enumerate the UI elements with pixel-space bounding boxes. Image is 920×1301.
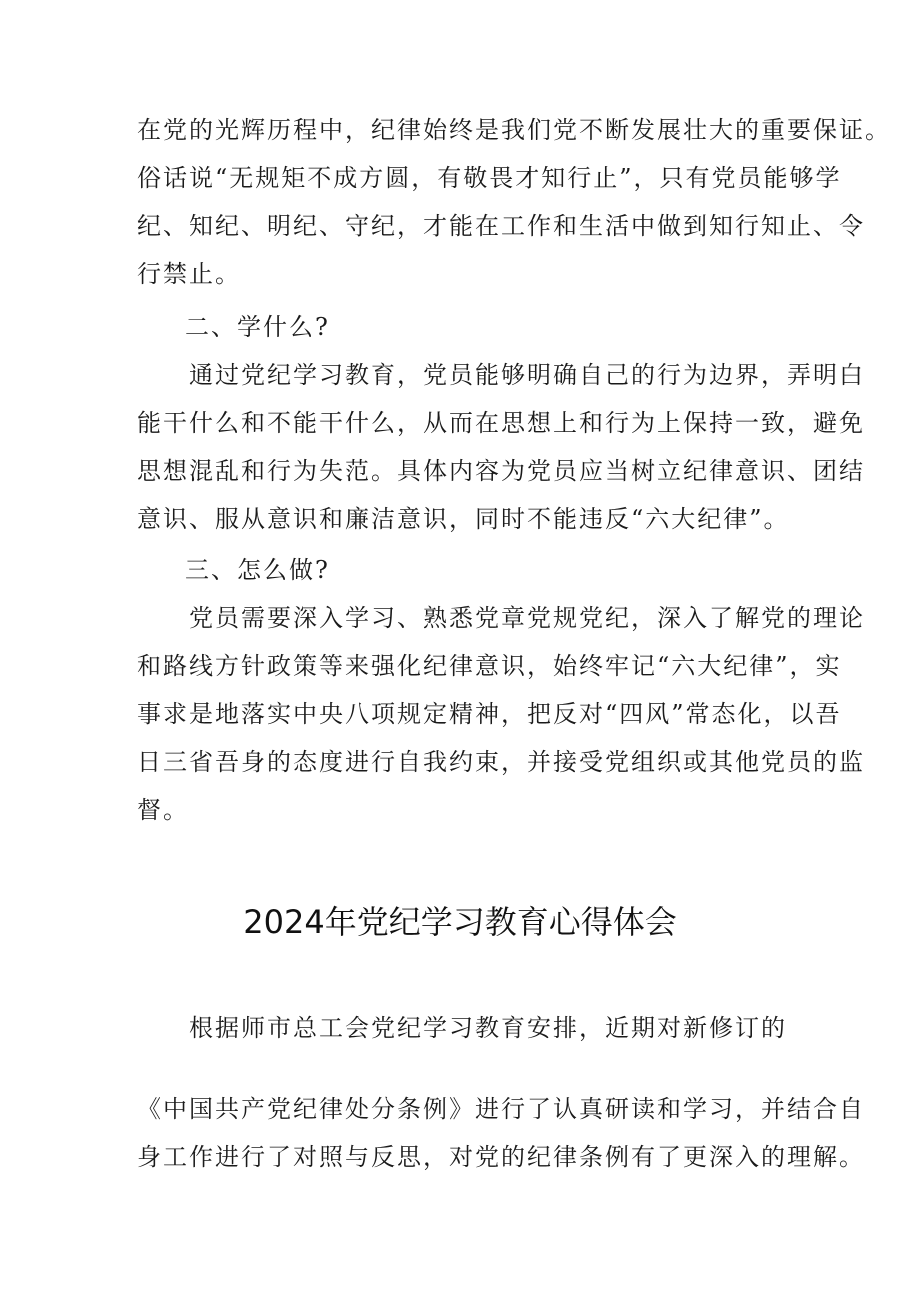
paragraph-line: 能干什么和不能干什么，从而在思想上和行为上保持一致，避免 (137, 409, 865, 437)
paragraph-line: 督。 (137, 796, 189, 824)
paragraph-line: 纪、知纪、明纪、守纪，才能在工作和生活中做到知行知止、令 (137, 212, 865, 240)
paragraph-line: 事求是地落实中央八项规定精神，把反对“四风”常态化，以吾 (137, 700, 842, 728)
paragraph-intro-continued (137, 1085, 865, 1181)
paragraph-line: 通过党纪学习教育，党员能够明确自己的行为边界，弄明白 (137, 361, 865, 389)
paragraph-line: 《中国共产党纪律处分条例》进行了认真研读和学习，并结合自 (137, 1095, 865, 1123)
document-title: 2024年党纪学习教育心得体会 (243, 903, 677, 941)
paragraph-line: 行禁止。 (137, 260, 241, 288)
paragraph-line: 思想混乱和行为失范。具体内容为党员应当树立纪律意识、团结 (137, 457, 865, 485)
paragraph-what-to-learn (137, 351, 865, 543)
paragraph-line: 和路线方针政策等来强化纪律意识，始终牢记“六大纪律”，实 (137, 652, 842, 680)
paragraph-intro (137, 1004, 797, 1052)
heading-how-to-do: 三、怎么做? (185, 556, 330, 584)
paragraph-how-to-do (137, 594, 865, 834)
paragraph-line: 意识、服从意识和廉洁意识，同时不能违反“六大纪律”。 (137, 505, 790, 533)
paragraph-line: 身工作进行了对照与反思，对党的纪律条例有了更深入的理解。 (137, 1143, 865, 1171)
paragraph-line: 党员需要深入学习、熟悉党章党规党纪，深入了解党的理论 (137, 604, 865, 632)
paragraph-line: 日三省吾身的态度进行自我约束，并接受党组织或其他党员的监 (137, 748, 865, 776)
paragraph-line: 根据师市总工会党纪学习教育安排，近期对新修订的 (137, 1014, 787, 1042)
paragraph-line: 俗话说“无规矩不成方圆，有敬畏才知行止”，只有党员能够学 (137, 164, 842, 192)
heading-what-to-learn: 二、学什么? (185, 313, 330, 341)
paragraph-line: 在党的光辉历程中，纪律始终是我们党不断发展壮大的重要保证。 (137, 116, 891, 144)
paragraph-discipline-importance (137, 106, 891, 298)
